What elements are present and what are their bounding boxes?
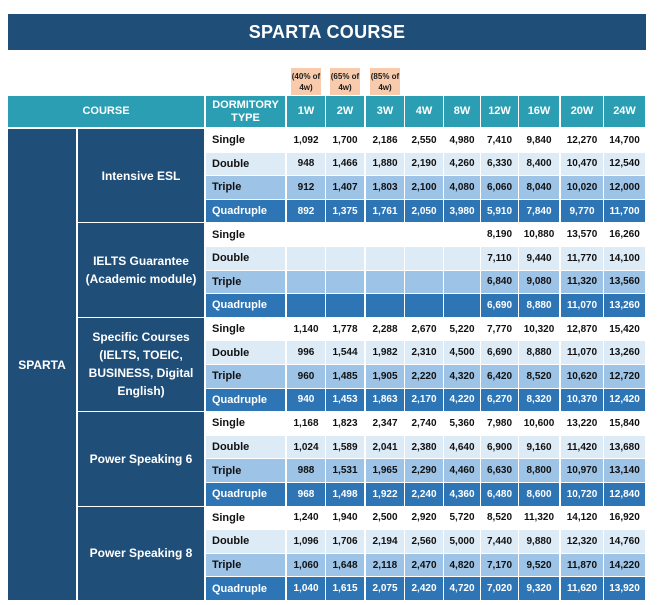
price-cell: 1,168	[287, 412, 325, 435]
discount-note: (65% of 4w)	[330, 68, 360, 95]
price-cell: 11,870	[561, 554, 603, 577]
week-header-12w: 12W	[481, 96, 518, 127]
price-cell: 4,980	[444, 129, 480, 152]
price-cell: 14,220	[604, 554, 645, 577]
price-cell	[326, 247, 364, 270]
price-cell: 7,440	[481, 530, 518, 553]
price-cell: 1,498	[326, 483, 364, 506]
price-cell: 1,700	[326, 129, 364, 152]
price-cell: 9,520	[519, 554, 559, 577]
price-cell: 8,320	[519, 389, 559, 412]
price-cell: 2,240	[405, 483, 443, 506]
price-cell: 12,270	[561, 129, 603, 152]
price-cell	[444, 247, 480, 270]
price-cell: 4,220	[444, 389, 480, 412]
price-cell: 13,140	[604, 459, 645, 482]
week-header-4w: 4W	[405, 96, 443, 127]
week-header-24w: 24W	[604, 96, 645, 127]
price-cell: 11,620	[561, 577, 603, 600]
week-header-8w: 8W	[444, 96, 480, 127]
price-cell: 6,330	[481, 153, 518, 176]
course-name: Power Speaking 6	[78, 412, 204, 505]
price-cell: 2,670	[405, 318, 443, 341]
price-cell: 1,096	[287, 530, 325, 553]
price-cell: 8,520	[481, 507, 518, 530]
price-cell: 7,170	[481, 554, 518, 577]
price-cell: 5,720	[444, 507, 480, 530]
price-cell: 14,120	[561, 507, 603, 530]
price-cell: 2,190	[405, 153, 443, 176]
dormitory-type: Single	[206, 507, 285, 530]
price-cell: 892	[287, 200, 325, 223]
school-label: SPARTA	[8, 129, 76, 600]
price-cell: 2,041	[366, 436, 404, 459]
price-cell: 1,706	[326, 530, 364, 553]
week-header-20w: 20W	[561, 96, 603, 127]
price-cell: 5,910	[481, 200, 518, 223]
dormitory-type: Triple	[206, 459, 285, 482]
price-cell: 11,770	[561, 247, 603, 270]
price-cell: 2,550	[405, 129, 443, 152]
price-cell: 1,485	[326, 365, 364, 388]
dormitory-type: Single	[206, 223, 285, 246]
price-cell: 4,080	[444, 176, 480, 199]
price-cell: 2,420	[405, 577, 443, 600]
price-cell: 9,770	[561, 200, 603, 223]
price-cell: 2,186	[366, 129, 404, 152]
price-cell: 14,700	[604, 129, 645, 152]
price-cell: 2,380	[405, 436, 443, 459]
price-cell: 6,900	[481, 436, 518, 459]
price-cell: 5,360	[444, 412, 480, 435]
price-cell: 6,060	[481, 176, 518, 199]
price-cell: 1,965	[366, 459, 404, 482]
price-cell	[366, 271, 404, 294]
price-cell: 1,803	[366, 176, 404, 199]
dormitory-type: Single	[206, 318, 285, 341]
price-cell: 7,770	[481, 318, 518, 341]
price-cell: 1,905	[366, 365, 404, 388]
price-cell: 2,220	[405, 365, 443, 388]
price-cell: 4,500	[444, 341, 480, 364]
price-cell: 9,840	[519, 129, 559, 152]
price-cell: 13,560	[604, 271, 645, 294]
price-cell: 948	[287, 153, 325, 176]
price-cell	[405, 294, 443, 317]
price-cell: 12,870	[561, 318, 603, 341]
price-cell: 6,690	[481, 294, 518, 317]
price-cell: 14,100	[604, 247, 645, 270]
price-cell: 9,160	[519, 436, 559, 459]
price-cell: 9,080	[519, 271, 559, 294]
discount-note: (40% of 4w)	[291, 68, 321, 95]
price-cell: 1,407	[326, 176, 364, 199]
price-cell: 9,320	[519, 577, 559, 600]
price-cell: 1,531	[326, 459, 364, 482]
price-cell: 5,000	[444, 530, 480, 553]
dormitory-type: Quadruple	[206, 577, 285, 600]
dormitory-type: Double	[206, 247, 285, 270]
price-cell: 2,310	[405, 341, 443, 364]
price-cell: 15,420	[604, 318, 645, 341]
course-name: IELTS Guarantee (Academic module)	[78, 223, 204, 316]
price-cell: 11,070	[561, 341, 603, 364]
price-cell: 1,922	[366, 483, 404, 506]
price-cell: 10,020	[561, 176, 603, 199]
price-cell: 8,880	[519, 341, 559, 364]
price-cell	[287, 223, 325, 246]
price-cell: 996	[287, 341, 325, 364]
price-cell: 2,100	[405, 176, 443, 199]
price-cell: 11,070	[561, 294, 603, 317]
price-cell: 12,720	[604, 365, 645, 388]
price-cell: 7,840	[519, 200, 559, 223]
price-cell: 940	[287, 389, 325, 412]
price-cell: 1,060	[287, 554, 325, 577]
price-cell: 4,360	[444, 483, 480, 506]
price-cell: 988	[287, 459, 325, 482]
price-cell: 10,320	[519, 318, 559, 341]
price-cell	[444, 271, 480, 294]
price-cell: 10,970	[561, 459, 603, 482]
dormitory-type: Quadruple	[206, 483, 285, 506]
price-cell: 13,260	[604, 294, 645, 317]
price-cell: 8,520	[519, 365, 559, 388]
price-cell: 9,440	[519, 247, 559, 270]
dormitory-type: Triple	[206, 554, 285, 577]
dormitory-type: Double	[206, 530, 285, 553]
price-cell: 11,320	[561, 271, 603, 294]
price-cell: 1,140	[287, 318, 325, 341]
price-cell: 2,118	[366, 554, 404, 577]
price-cell: 2,470	[405, 554, 443, 577]
price-cell	[405, 271, 443, 294]
price-cell: 2,170	[405, 389, 443, 412]
price-cell	[287, 271, 325, 294]
price-cell: 13,220	[561, 412, 603, 435]
price-cell	[287, 294, 325, 317]
price-cell: 13,570	[561, 223, 603, 246]
dormitory-type: Quadruple	[206, 294, 285, 317]
price-cell: 1,880	[366, 153, 404, 176]
price-cell: 10,600	[519, 412, 559, 435]
price-cell	[326, 223, 364, 246]
price-cell: 2,194	[366, 530, 404, 553]
price-cell: 1,544	[326, 341, 364, 364]
price-cell: 1,453	[326, 389, 364, 412]
price-cell: 960	[287, 365, 325, 388]
price-cell: 912	[287, 176, 325, 199]
price-cell: 2,290	[405, 459, 443, 482]
price-cell: 11,320	[519, 507, 559, 530]
price-cell: 2,560	[405, 530, 443, 553]
price-cell: 2,050	[405, 200, 443, 223]
week-header-16w: 16W	[519, 96, 559, 127]
price-cell: 1,761	[366, 200, 404, 223]
price-cell: 1,240	[287, 507, 325, 530]
price-cell	[366, 247, 404, 270]
price-cell	[444, 294, 480, 317]
price-cell: 1,589	[326, 436, 364, 459]
price-cell: 11,420	[561, 436, 603, 459]
dormitory-type: Triple	[206, 176, 285, 199]
dormitory-type: Triple	[206, 271, 285, 294]
price-cell: 3,980	[444, 200, 480, 223]
price-cell: 6,840	[481, 271, 518, 294]
week-header-1w: 1W	[287, 96, 325, 127]
page-title: SPARTA COURSE	[8, 14, 646, 50]
dormitory-header: DORMITORY TYPE	[206, 96, 285, 127]
price-cell: 1,466	[326, 153, 364, 176]
dormitory-type: Quadruple	[206, 200, 285, 223]
price-cell: 12,420	[604, 389, 645, 412]
price-cell: 8,190	[481, 223, 518, 246]
dormitory-type: Single	[206, 412, 285, 435]
price-cell: 10,720	[561, 483, 603, 506]
price-cell: 6,420	[481, 365, 518, 388]
price-cell	[366, 294, 404, 317]
price-cell: 4,320	[444, 365, 480, 388]
price-cell	[405, 223, 443, 246]
price-cell: 1,375	[326, 200, 364, 223]
price-cell	[405, 247, 443, 270]
price-cell: 11,700	[604, 200, 645, 223]
price-cell: 8,040	[519, 176, 559, 199]
price-cell: 1,024	[287, 436, 325, 459]
price-cell: 10,370	[561, 389, 603, 412]
price-cell: 7,980	[481, 412, 518, 435]
price-cell: 2,740	[405, 412, 443, 435]
price-cell: 1,940	[326, 507, 364, 530]
price-cell: 4,640	[444, 436, 480, 459]
price-cell: 4,460	[444, 459, 480, 482]
price-cell: 2,500	[366, 507, 404, 530]
price-cell: 4,820	[444, 554, 480, 577]
price-cell: 14,760	[604, 530, 645, 553]
price-cell: 13,260	[604, 341, 645, 364]
course-name: Power Speaking 8	[78, 507, 204, 600]
price-cell: 8,400	[519, 153, 559, 176]
price-cell: 10,470	[561, 153, 603, 176]
price-cell: 1,648	[326, 554, 364, 577]
price-cell: 6,690	[481, 341, 518, 364]
price-cell: 13,920	[604, 577, 645, 600]
price-cell: 8,600	[519, 483, 559, 506]
price-cell: 16,260	[604, 223, 645, 246]
price-cell: 6,270	[481, 389, 518, 412]
price-cell: 12,320	[561, 530, 603, 553]
price-cell	[326, 271, 364, 294]
price-cell: 15,840	[604, 412, 645, 435]
price-cell: 13,680	[604, 436, 645, 459]
price-cell: 6,480	[481, 483, 518, 506]
price-cell: 1,615	[326, 577, 364, 600]
discount-note: (85% of 4w)	[370, 68, 400, 95]
price-cell	[326, 294, 364, 317]
price-cell: 9,880	[519, 530, 559, 553]
price-cell: 12,840	[604, 483, 645, 506]
dormitory-type: Double	[206, 153, 285, 176]
dormitory-type: Double	[206, 341, 285, 364]
price-cell: 4,260	[444, 153, 480, 176]
price-cell: 7,110	[481, 247, 518, 270]
price-cell: 7,410	[481, 129, 518, 152]
price-cell: 2,347	[366, 412, 404, 435]
dormitory-type: Triple	[206, 365, 285, 388]
dormitory-type: Double	[206, 436, 285, 459]
price-cell: 8,880	[519, 294, 559, 317]
course-header: COURSE	[8, 96, 204, 127]
price-cell	[444, 223, 480, 246]
week-header-2w: 2W	[326, 96, 364, 127]
price-cell: 2,075	[366, 577, 404, 600]
price-cell: 12,000	[604, 176, 645, 199]
price-cell: 1,040	[287, 577, 325, 600]
price-cell: 968	[287, 483, 325, 506]
price-cell: 1,982	[366, 341, 404, 364]
price-cell: 4,720	[444, 577, 480, 600]
course-name: Intensive ESL	[78, 129, 204, 222]
price-cell: 1,863	[366, 389, 404, 412]
price-cell: 10,620	[561, 365, 603, 388]
week-header-3w: 3W	[366, 96, 404, 127]
price-cell: 6,630	[481, 459, 518, 482]
course-name: Specific Courses (IELTS, TOEIC, BUSINESS, Digital English)	[78, 318, 204, 411]
price-cell: 1,778	[326, 318, 364, 341]
price-cell: 8,800	[519, 459, 559, 482]
price-cell: 7,020	[481, 577, 518, 600]
price-cell: 1,823	[326, 412, 364, 435]
price-cell: 10,880	[519, 223, 559, 246]
price-cell	[366, 223, 404, 246]
price-cell: 12,540	[604, 153, 645, 176]
price-cell: 5,220	[444, 318, 480, 341]
price-cell: 1,092	[287, 129, 325, 152]
price-cell	[287, 247, 325, 270]
dormitory-type: Single	[206, 129, 285, 152]
price-cell: 16,920	[604, 507, 645, 530]
price-cell: 2,288	[366, 318, 404, 341]
dormitory-type: Quadruple	[206, 389, 285, 412]
price-cell: 2,920	[405, 507, 443, 530]
